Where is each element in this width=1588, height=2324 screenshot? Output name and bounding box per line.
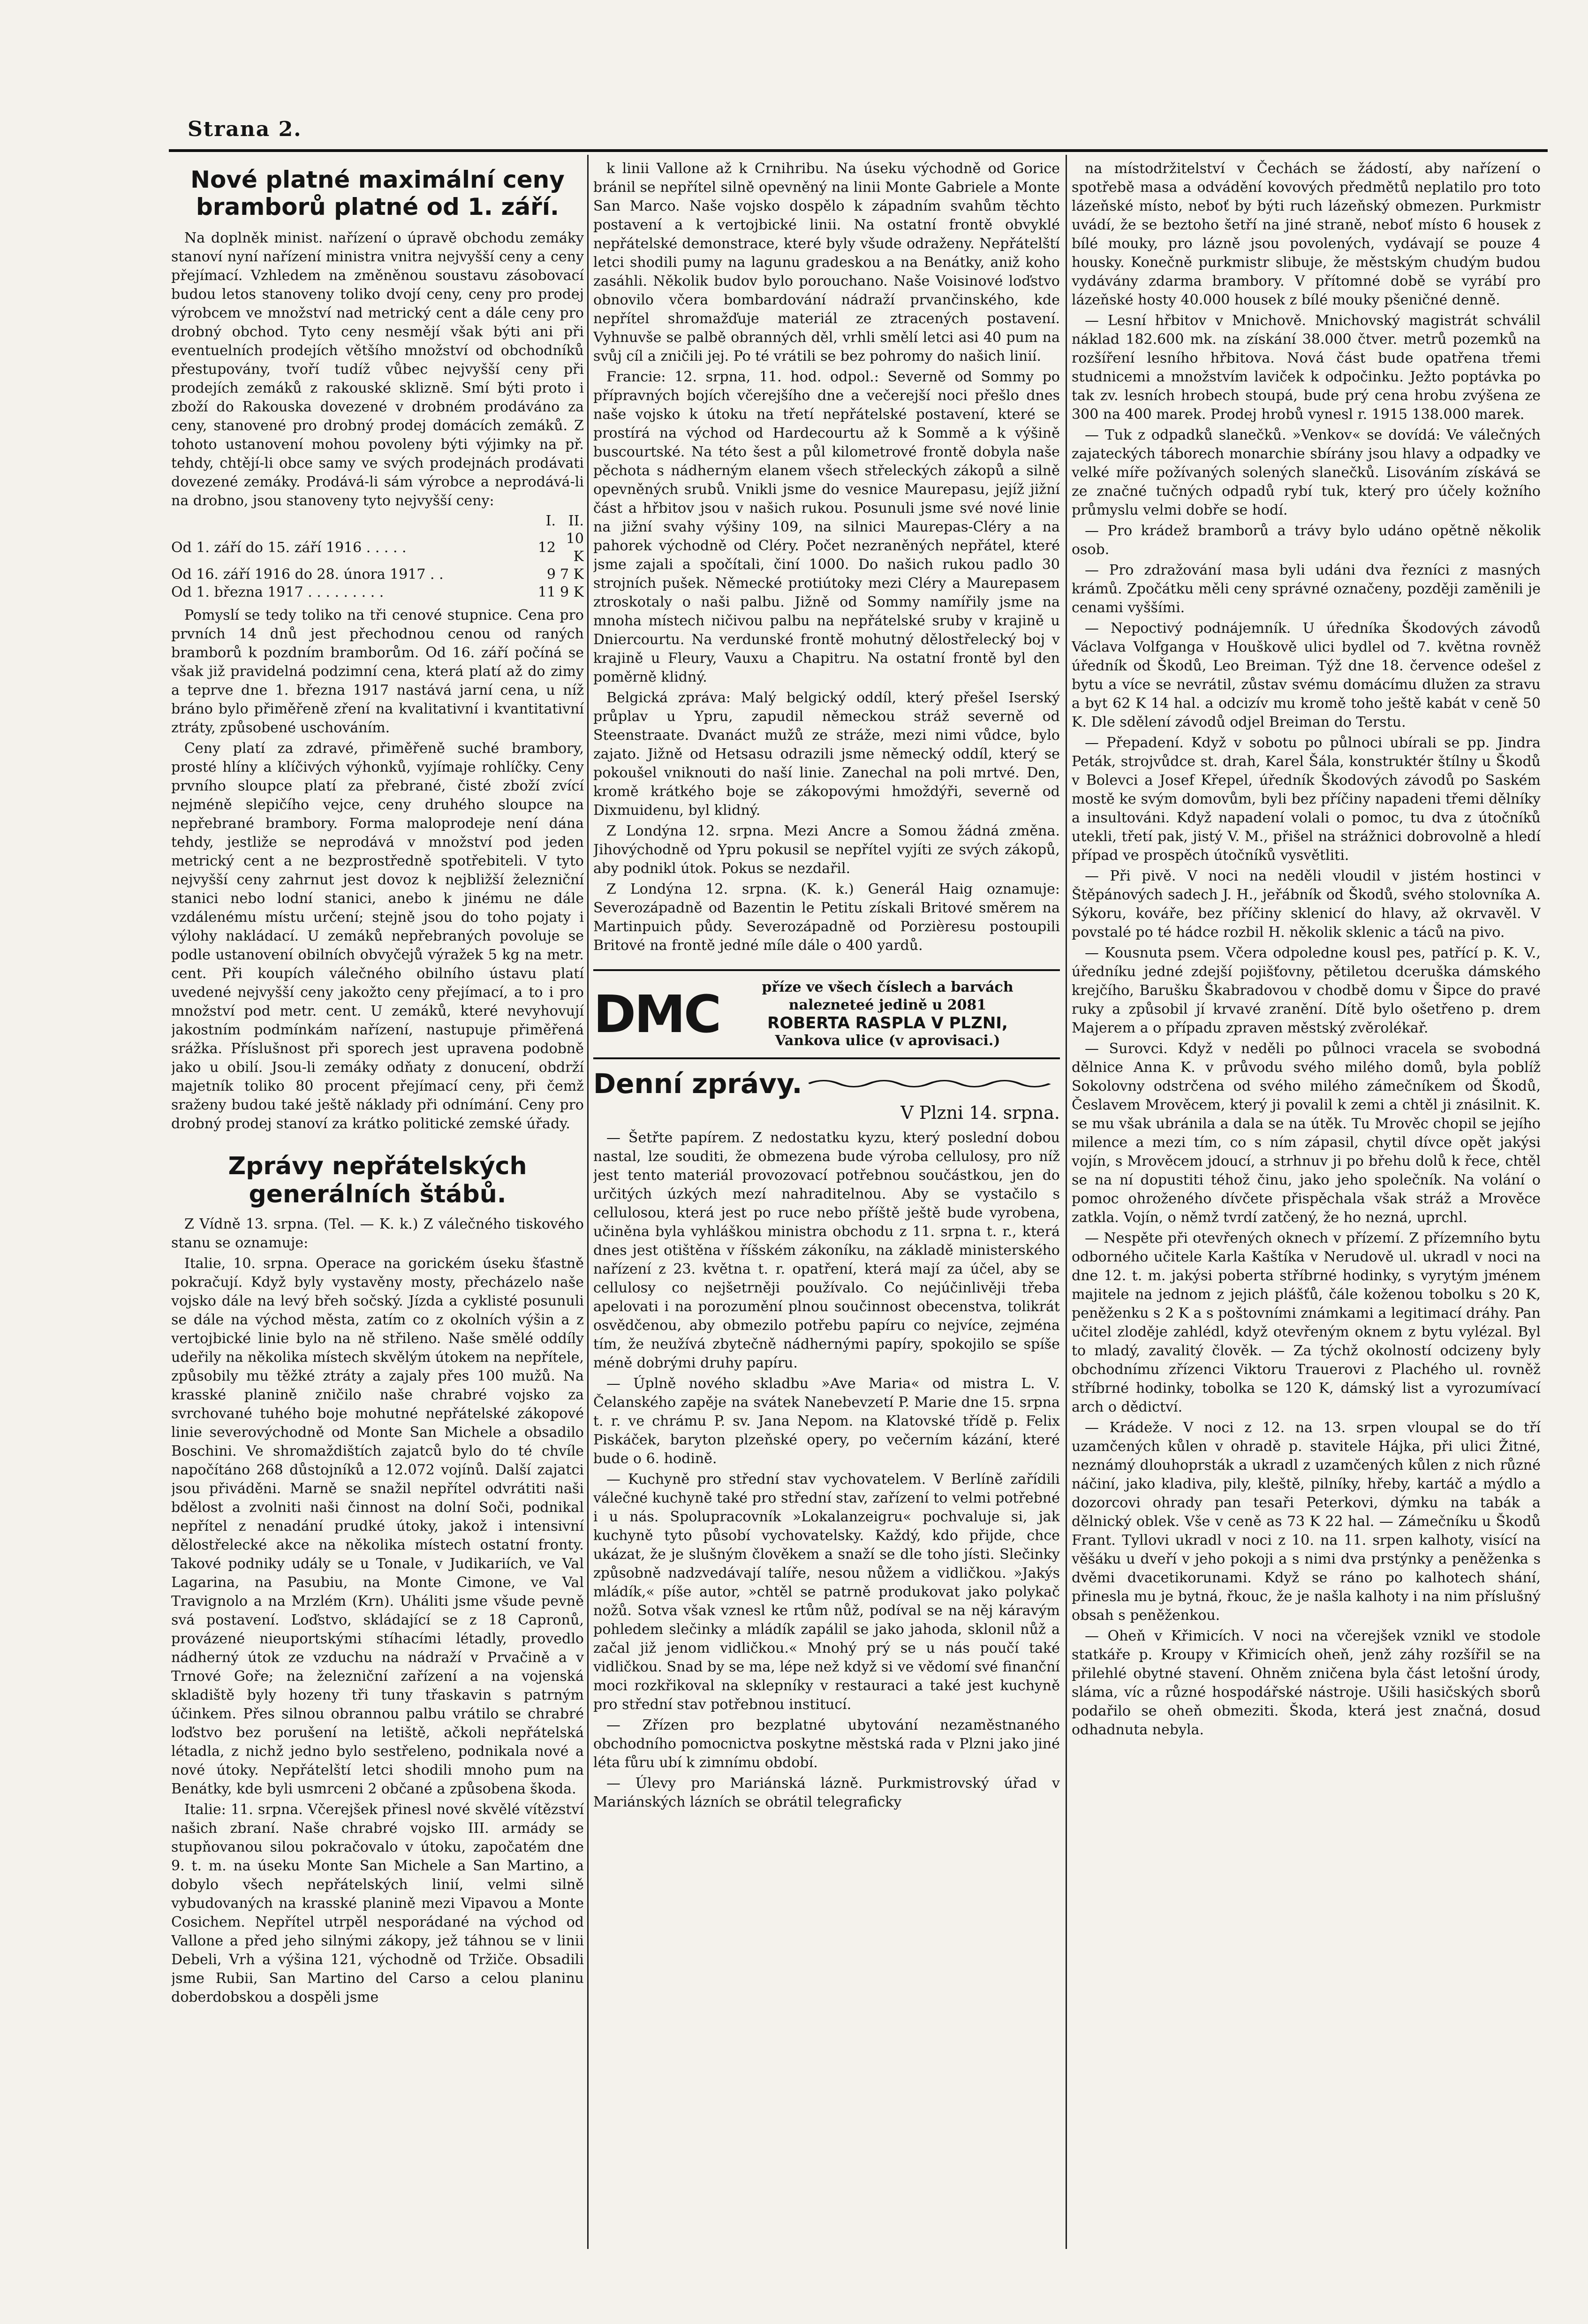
war-report-paragraph: Z Londýna 12. srpna. Mezi Ancre a Somou žádná změna. Jihovýchodně od Ypru pokusil se nepřítel vyjíti ze svých zákopů, aby podnikl útok. Pokus se nezdařil. — [593, 823, 1060, 877]
price-value-1: 12 — [537, 539, 556, 556]
potato-prices-headline: Nové platné maximální ceny bramborů platné od 1. září. — [190, 166, 565, 220]
news-item: — Lesní hřbitov v Mnichově. Mnichovský magistrát schválil náklad 182.600 mk. na získání 38.000 čtver. metrů pozemků na rozšíření lesního hřbitova. Nová část bude opatřena třemi studnicemi a množstvím laviček k odpočinku. Ježto poptávka po tak zv. lesních hrobech stoupá, bude prý cena hrobu zvýšena ze 300 na 400 marek. Prodej hrobů vynesl r. 1915 138.000 marek. — [1072, 312, 1541, 423]
war-report-paragraph: Italie, 10. srpna. Operace na gorickém úseku šťastně pokračují. Když byly vystavěny mosty, přecházelo naše vojsko dále na levý břeh sočský. Jízda a cyklisté posunuli se dále na východ města, zatím co z okolních výšin a z vertojbické linie bylo na ně střileno. Naše smělé oddíly udeřily na několika místech skvělým útokem na nepřítele, způsobily mu těžké ztráty a zajaly přes 100 mužů. Na krasské planině zničilo naše chrabré vojsko za svrchované tuhého boje mohutné nepřátelské zákopové linie severovýchodně od Monte San Michele a obsadilo Boschini. Ve shromaždištích zajatců bylo do té chvíle napočítáno 268 důstojníků a 12.072 vojínů. Další zajatci jsou přiváděni. Marně se snažil nepřítel odvrátiti naši bdělost a zvolniti naši činnost na dolní Soči, podnikal nepřítel z nenadání prudké útoky, jakož i intensivní dělostřelecké akce na několika místech ostatní fronty. Takové podniky udály se u Tonale, v Judikariích, ve Val Lagarina, na Pasubiu, na Monte Cimone, ve Val Travignolo a na Mrzlém (Krn). Uháliti jsme všude pevně svá postavení. Loďstvo, skládající se z 18 Capronů, provázené nieuportskými stíhacími létadly, provedlo nádherný útok ze vzduchu na nádraží v Prvačině a v Trnové Goře; na železniční zařízení a na vojenská skladiště byly hozeny tři tuny třaskavin s patrným účinkem. Přes silnou obrannou palbu vrátilo se chrabré loďstvo bez porušení na letiště, ačkoli nepřátelská létadla, z nichž jedno bylo sestřeleno, podnikala nové a nové útoky. Nepřátelští letci shodili mnoho pum na Benátky, kde byli usmrceni 2 občané a způsobena škoda. — [171, 1255, 584, 1797]
page-number: Strana 2. — [188, 117, 302, 141]
news-item: — Přepadení. Když v sobotu po půlnoci ubírali se pp. Jindra Peták, strojvůdce st. drah, Karel Šála, konstruktér štílny u Škodů v Bolevci a Josef Křepel, úředník Škodových závodů po Saském mostě ke svým domovům, byli bez příčiny napadeni třemi dělníky a insultováni. Když napadení volali o pomoc, tu dva z útočníků utekli, třetí pak, jistý V. M., přišel na strážnici dobrovolně a hledí případ ve prospěch útočníků vysvětliti. — [1072, 735, 1541, 864]
top-rule — [169, 149, 1548, 152]
price-col-2-header: II. — [568, 513, 584, 529]
potato-intro: Na doplněk minist. nařízení o úpravě obchodu zemáky stanoví nyní nařízení ministra vnitra nejvyšší ceny a ceny přejímací. Vzhledem na změněnou soustavu zásobovací budou letos stanoveny toliko dvojí ceny, ceny pro prodej výrobcem ve množství nad metrický cent a dále ceny pro drobný obchod. Tyto ceny nesmějí však býti ani při eventuelních prodejích většího množství od obchodníků přestupovány, tvoří tudíž vůbec nejvyšší ceny při prodejích zemáků z rakouské skliznĕ. Smí býti proto i zboží do Rakouska dovezené v drobném prodáváno za ceny, stanovené pro drobný prodej domácích zemáků. Z tohoto ustanovení mohou povoleny býti výjimky na př. tehdy, chtějí-li obce samy ve svých prodejnách prodávati dovezené zemáky. Prodává-li sám výrobce a neprodává-li na drobno, jsou stanoveny tyto nejvyšší ceny: — [171, 230, 584, 509]
ad-line-1: příze ve všech číslech a barvách — [762, 979, 1013, 995]
ad-line-4: Vankova ulice (v aprovisaci.) — [775, 1033, 1000, 1049]
flourish-ornament-icon — [809, 1077, 1060, 1091]
dmc-advertisement — [593, 969, 1060, 1059]
war-reports-headline: Zprávy nepřátelských generálních štábů. — [228, 1152, 527, 1208]
price-col-1-header: I. — [545, 513, 556, 529]
column-divider-1 — [587, 155, 589, 2249]
column-3 — [1072, 159, 1541, 2249]
ad-line-2 — [715, 996, 1060, 1014]
ad-line-2-text: nalezneteé jedině u — [788, 997, 943, 1013]
war-report-paragraph: Z Londýna 12. srpna. (K. k.) Generál Haig oznamuje: Severozápadně od Bazentin le Petitu získali Britové směrem na Martinpuich půdy. Severozápadně od Porzièresu postoupili Britové na frontě jedné míle dále o 400 yardů. — [593, 881, 1060, 954]
daily-news-title: Denní zprávy. — [593, 1068, 802, 1100]
war-report-paragraph: Z Vídně 13. srpna. (Tel. — K. k.) Z válečného tiskového stanu se oznamuje: — [171, 1216, 584, 1251]
price-value-2: 7 K — [560, 566, 584, 583]
dateline: V Plzni 14. srpna. — [900, 1102, 1060, 1123]
news-item: — Úlevy pro Mariánská lázně. Purkmistrovský úřad v Mariánských lázních se obrátil telegraficky — [593, 1775, 1060, 1810]
price-row — [171, 566, 584, 584]
news-item: — Krádeže. V noci z 12. na 13. srpen vloupal se do tří uzamčených kůlen v ohradě p. stavitele Hájka, při ulici Žitné, neznámý dlouhoprsták a ukradl z uzamčených kůlen z nich různé náčiní, jako kladiva, pily, kleště, pilníky, hřeby, kartáč a mýdlo a dozorcovi ohrady pan tesaři Peterkovi, dýmku na tabák a dělnický oblek. Vše v ceně as 73 K 22 hal. — Zámečníku u Škodů Frant. Tyllovi ukradl v noci z 10. na 11. srpen kalhoty, visící na věšáku u dveří v jeho pokoji a s nimi dva prstýnky a peněženka s dvěmi dvacetikorunami. Když se ráno po kalhotech shání, přinesla mu je bytná, řkouc, že je našla kalhoty i na nim příslušný obsah s peněženkou. — [1072, 1420, 1541, 1624]
news-item: — Pro krádež bramborů a trávy bylo udáno opětně několik osob. — [1072, 523, 1541, 558]
news-item: — Nepoctivý podnájemník. U úředníka Škodových závodů Václava Volfganga v Houškově ulici bydlel od 7. května rovněž úředník od Škodů, Leo Breiman. Týž dne 18. července odešel z bytu a více se nevrátil, zůstav svému domácímu dlužen za stravu a byt 62 K 14 hal. a odcizív mu kromě toho ještě kabát v ceně 50 K. Dle sdělení závodů odjel Breiman do Terstu. — [1072, 620, 1541, 730]
daily-news-header — [593, 1069, 1060, 1099]
news-item: — Úplně nového skladbu »Ave Maria« od mistra L. V. Čelanského zapěje na svátek Nanebevzetí P. Marie dne 15. srpna t. r. ve chrámu P. sv. Jana Nepom. na Klatovské třídě p. Felix Piskáček, baryton plzeňské opery, po večerním kázání, které bude o 6. hodině. — [593, 1375, 1060, 1467]
news-item: — Šetřte papírem. Z nedostatku kyzu, který poslední dobou nastal, lze souditi, že obmezena bude výroba cellulosy, pro níž jest tento materiál provozovací potřebnou součástkou, jen do určitých úzkých mezí nahraditelnou. Aby se vystačilo s cellulosou, která jest po ruce nebo příště ještě bude vyrobena, učiněna byla vyhláškou ministra obchodu z 11. srpna t. r., která dnes jest otištěna v říšském zákoníku, na základě ministerského nařízení z 23. května t. r. opatření, která mají za účel, aby se cellulosy co nejšetrněji používalo. Co nejúčinlivěji třeba apelovati i na porozumění plnou součinnost obecenstva, tolikrát osvědčenou, aby obmezilo potřebu papíru co nejvíce, zejména tím, že neužívá zbytečně nádhernými papíry, spokojilo se spíše méně dobrými druhy papíru. — [593, 1130, 1060, 1371]
price-value-1: 9 — [546, 566, 556, 583]
news-item: na místodržitelství v Čechách se žádostí, aby nařízení o spotřebě masa a odvádění kovových předmětů neplatilo pro toto lázeňské místo, neboť by býti ruch lázeňský obmezen. Purkmistr uvádí, že se beztoho šetří na jiné straně, neboť místo 6 housek z bílé mouky, pro lázně jsou povolených, vydávají se pouze 4 housky. Konečně purkmistr slibuje, že městským chudým budou vydávány zdarma brambory. V přítomné době se vyrábí pro lázeňské hosty 40.000 housek z bílé mouky pšeničné denně. — [1072, 160, 1541, 308]
column-2 — [593, 159, 1060, 2249]
ad-line-3: ROBERTA RASPLA V PLZNI, — [767, 1014, 1008, 1033]
price-row — [171, 584, 584, 601]
war-report-paragraph: k linii Vallone až k Crnihribu. Na úseku východně od Gorice bránil se nepřítel silně opevněný na linii Monte Gabriele a Monte San Marco. Naše vojsko dospělo k západním svahům těchto postavení a k vertojbické linii. Na ostatní frontě obvyklé nepřátelské demonstrace, které byly všude odraženy. Nepřátelští letci shodili pumy na lagunu gradeskou a na Benátky, aniž koho zasáhli. Několik budov bylo porouchano. Naše Voisinové loďstvo obnovilo včera bombardování nádraží prvančinského, kde nepřítel shromažďuje materiál ze ztracených postavení. Vyhnuvše se palbě obranných děl, vrhli smělí letci asi 40 pum na svůj cíl a zničili jej. Po té vrátili se bez pohromy do našich linií. — [593, 160, 1060, 365]
war-report-paragraph: Francie: 12. srpna, 11. hod. odpol.: Severně od Sommy po přípravných bojích včerejšího dne a večerejší noci přešlo dnes naše vojsko k útoku na třetí nepřátelské postavení, které se prostírá na východ od Hardecourtu až k Sommě a k výšině buscourtské. Na této šest a půl kilometrové frontě dobyla naše pěchota s nádherným elanem všech střeleckých zákopů a silně opevněných srubů. Vnikli jsme do vesnice Maurepasu, jejíž jižní část a hřbitov jsou v našich rukou. Posunuli jsme své nové linie na jižní svahy výšiny 109, na silnici Maurepas-Cléry a na pahorek východně od Cléry. Počet nezraněných nepřátel, které jsme zajali a spočítali, činí 1000. Do našich rukou padlo 30 strojních pušek. Německé protiútoky mezi Cléry a Maurepasem ztroskotaly o naši palbu. Jižně od Sommy namířily jsme na mnoha místech ničivou palbu na nepřátelské sruby v krajině u Dniercourtu. Na verdunské frontě mohutný dělostřelecký boj v krajině u Fleury, Vauxu a Chapitru. Na ostatní frontě byl den poměrně klidný. — [593, 369, 1060, 685]
news-item: — Nespěte při otevřených oknech v přízemí. Z přízemního bytu odborného učitele Karla Kaštíka v Nerudově ul. ukradl v noci na dne 12. t. m. jakýsi poberta stříbrné hodinky, s vyrytým jménem majitele na jednom z jejich plášťů, čále koženou tobolku s 20 K, peněženku s 2 K a s poštovními známkami a legitimací dráhy. Pan učitel zloděje zahlédl, když otevřeným oknem z bytu vylézal. Byl to mladý, zavalitý člověk. — Za týchž okolností odcizeny byly obchodnímu zřízenci Viktoru Trauerovi z Plachého ul. rovněž stříbrné hodinky, tobolka se 120 K, dámský list a vyrozumívací arch o dědictví. — [1072, 1230, 1541, 1415]
news-item: — Surovci. Když v neděli po půlnoci vracela se svobodná dělnice Anna K. v průvodu svého milého domů, byla poblíž Sokolovny odstrčena od svého milého zámečníkem od Škodů, Česlavem Mrověcem, který ji povalil k zemi a chtěl ji znásilnit. K. se mu však ubránila a dala se na útěk. Tu Mrověc chopil se jejího milence a mezi tím, co s ním zápasil, chytil dívce opět jakýsi vojín, s Mrověcem jdoucí, a strhnuv ji po břehu dolů k řece, chtěl se na ní dopustiti téhož činu, jako jeho společník. Na volání o pomoc ohroženého dívčete přispěchala však stráž a Mrověce zatkla. Vojín, o němž tvrdí zatčený, že ho nezná, uprchl. — [1072, 1040, 1541, 1226]
war-report-paragraph: Belgická zpráva: Malý belgický oddíl, který přešel Iserský průplav u Ypru, zapudil německou stráž severně od Steenstraate. Dvanáct mužů ze stráže, mezi nimi vůdce, bylo zajato. Jižně od Hetsasu odrazili jsme německý oddíl, který se pokoušel vniknouti do naší linie. Zanechal na poli mrtvé. Den, kromě krátkého boje se zákopovými hmoždýři, severně od Dixmuidenu, byl klidný. — [593, 690, 1060, 819]
article-paragraph: Ceny platí za zdravé, přiměřeně suché brambory, prosté hlíny a klíčivých výhonků, vyjímaje rohlíčky. Ceny prvního sloupce platí za přebrané, čisté zboží zvící nejméně slepičího vejce, ceny druhého sloupce na nepřebrané brambory. Forma maloprodeje není dána tehdy, jestliže se neprodává v množství pod jeden metrický cent a ne bezprostředně spotřebiteli. V tyto nejvyšší ceny zahrnut jest dovoz k nejbližší železniční stanici nebo lodní stanici, anebo k jinému ne dále vzdálenému místu určení; stejně jsou do toho pojaty i výlohy nakládací. U zemáků nepřebraných povoluje se podle ustanovení obilních obvyčejů výražek 5 kg na metr. cent. Při koupích válečného obilního ústavu platí uvedené nejvyšší ceny jakožto ceny přejímací, a to i pro množství pod metr. cent. U zemáků, které nevyhovují jakostním podmínkám nařízení, nastupuje přiměřená srážka. Příslušnost při sporech jest upravena podobně jako u obilí. Jsou-li zemáky odňaty z donucení, obdrží majetník toliko 80 procent přejímací ceny, při čemž sraženy budou také ještě náklady při odnímání. Ceny pro drobný prodej stanoví za krátko politické zemské úřady. — [171, 740, 584, 1132]
column-1 — [171, 159, 584, 2249]
price-value-2: 10 K — [566, 531, 584, 565]
column-divider-2 — [1066, 155, 1067, 2249]
news-item: — Tuk z odpadků slanečků. »Venkov« se dovídá: Ve válečných zajateckých táborech monarchie sbírány jsou hlavy a odpadky ve velké míře požívaných solených slanečků. Lisováním získává se ze značné tučných odpadů rybí tuk, který pro účely kožního průmyslu velmi dobře se hodí. — [1072, 427, 1541, 518]
article-paragraph: Pomyslí se tedy toliko na tři cenové stupnice. Cena pro prvních 14 dnů jest přechodnou cenou od raných bramborů k pozdním bramborům. Od 16. září počíná se však již pravidelná podzimní cena, která platí až do zimy a teprve dne 1. března 1917 nastává jarní cena, u níž bráno bylo přiměřeně zření na kvalitativní i kvantitativní ztráty, způsobené uschováním. — [171, 607, 584, 736]
news-item: — Pro zdražování masa byli udáni dva řezníci z masných krámů. Zpočátku měli ceny správné označeny, později zaměnili je cenami vyššími. — [1072, 562, 1541, 616]
ad-text — [715, 979, 1060, 1050]
price-value-1: 11 — [537, 584, 556, 600]
news-item: — Kousnuta psem. Včera odpoledne kousl pes, patřící p. K. V., úředníku jedné zdejší pojišťovny, pětiletou dceruška dámského krejčího, Barušku Škabradovou v chodbě domu v Šipce do pravé ruky a způsobil jí krvavé zranění. Dítě bylo ošetřeno p. drem Majerem a o případu zpraven městský zvěrolékař. — [1072, 945, 1541, 1036]
price-period: Od 1. září do 15. září 1916 . . . . . — [171, 539, 407, 556]
price-period: Od 16. září 1916 do 28. února 1917 . . — [171, 566, 444, 583]
ad-phone-number: 2081 — [947, 997, 987, 1013]
dmc-logo: DMC — [593, 984, 720, 1044]
war-report-paragraph: Italie: 11. srpna. Včerejšek přinesl nové skvělé vítězství našich zbraní. Naše chrabré vojsko III. armády se stupňovanou silou pokračovalo v útoku, započatém dne 9. t. m. na úseku Monte San Michele a San Martino, a dobylo všech nepřátelských linií, velmi silně vybudovaných na krasské planině mezi Vipavou a Monte Cosichem. Nepřítel utrpěl nesporádané na východ od Vallone a před jeho silnými zákopy, jež táhnou se v linii Debeli, Vrh a výšina 121, východně od Tržiče. Obsadili jsme Rubii, San Martino del Carso a celou planinu doberdobskou a dospěli jsme — [171, 1801, 584, 2005]
price-table-header — [171, 512, 584, 530]
price-period: Od 1. března 1917 . . . . . . . . . — [171, 584, 384, 600]
news-item: — Zřízen pro bezplatné ubytování nezaměstnaného obchodního pomocnictva poskytne městská rada v Plzni jako jiné léta fůru ubí k zimnímu období. — [593, 1717, 1060, 1771]
price-value-2: 9 K — [560, 584, 584, 600]
news-item: — Při pivě. V noci na neděli vloudil v jistém hostinci v Štěpánových sadech J. H., jeřábník od Škodů, svého stolovníka A. Sýkoru, kováře, bez příčiny sklenicí do hlavy, až okrvavěl. V povstalé po té hádce rozbil H. několik sklenic a táců na pivo. — [1072, 868, 1541, 941]
price-row — [171, 530, 584, 566]
news-item: — Kuchyně pro střední stav vychovatelem. V Berlíně zařídili válečné kuchyně také pro střední stav, zařízení to velmi potřebné i u nás. Spolupracovník »Lokalanzeigru« pochvaluje si, jak kuchyně tyto působí vychovatelsky. Každý, kdo přijde, chce ukázat, že je slušným člověkem a snaží se dle toho jísti. Slečinky způsobně nadzvedávají talíře, nesou nůžem a vidličkou. »Jakýs mládík,« píše autor, »chtěl se patrně produkovat jako polykač nožů. Sotva však vznesl ke rtům nůž, podíval se na něj káravým pohledem slečinky a mládík zapálil se jako jahoda, sklonil nůž a začal již jenom vidličkou.« Mnohý prý se u nás poučí také vidličkou. Snad by se ma, lépe než když si ve vědomí své finanční moci rozkřikoval na sklepníky v restauraci a také jest kuchyně pro střední stav potřebnou institucí. — [593, 1471, 1060, 1713]
news-item: — Oheň v Křimicích. V noci na včerejšek vznikl ve stodole statkáře p. Kroupy v Křimicích oheň, jenž záhy rozšířil se na přilehlé obytné stavení. Ohněm zničena byla část letošní úrody, sláma, víc a různé hospodářské nástroje. Ušili hasičských sborů podařilo se oheň obmeziti. Škoda, která jest značná, dosud odhadnuta nebyla. — [1072, 1628, 1541, 1738]
price-table — [171, 512, 584, 601]
